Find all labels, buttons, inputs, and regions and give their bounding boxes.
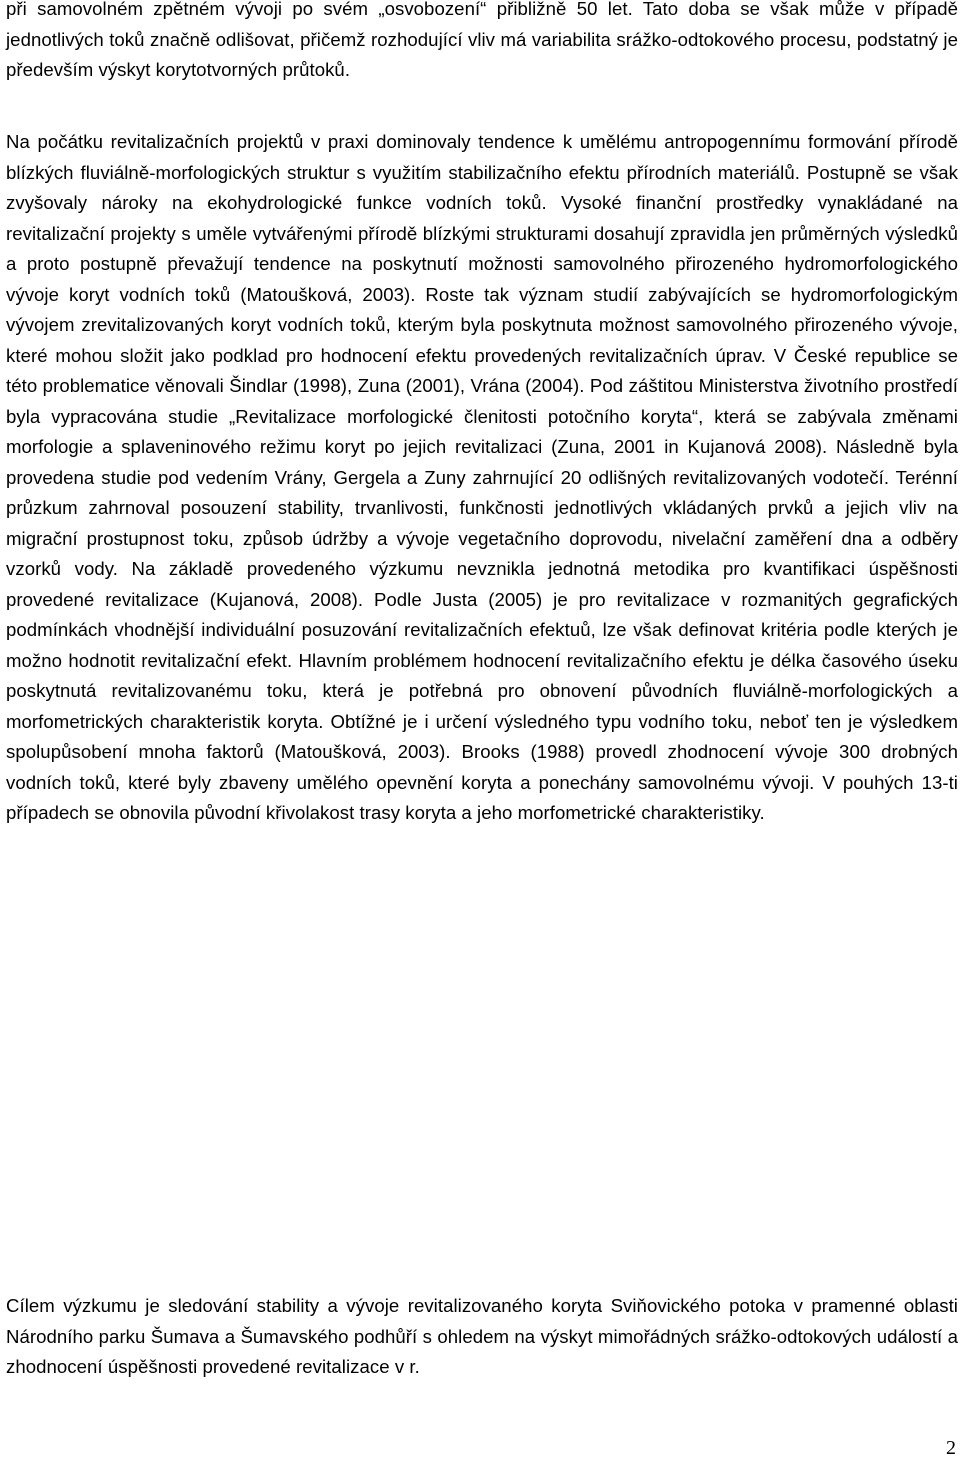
document-page <box>6 0 958 1466</box>
paragraph-revitalization-projects: Na počátku revitalizačních projektů v praxi dominovaly tendence k umělému antropogennímu formování přírodě blízkých fluviálně-morfologických struktur s využitím stabilizačního efektu přírodních materiálů. Postupně se však zvyšovaly nároky na ekohydrologické funkce vodních toků. Vysoké finanční prostředky vynakládané na revitalizační projekty s uměle vytvářenými přírodě blízkými strukturami dosahují zpravidla jen průměrných výsledků a proto postupně převažují tendence na poskytnutí možnosti samovolného přirozeného hydromorfologického vývoje koryt vodních toků (Matoušková, 2003). Roste tak význam studií zabývajících se hydromorfologickým vývojem zrevitalizovaných koryt vodních toků, kterým byla poskytnuta možnost samovolného přirozeného vývoje, které mohou složit jako podklad pro hodnocení efektu provedených revitalizačních úprav. V České republice se této problematice věnovali Šindlar (1998), Zuna (2001), Vrána (2004). Pod záštitou Ministerstva životního prostředí byla vypracována studie „Revitalizace morfologické členitosti potočního koryta“, která se zabývala změnami morfologie a splaveninového režimu koryt po jejich revitalizaci (Zuna, 2001 in Kujanová 2008). Následně byla provedena studie pod vedením Vrány, Gergela a Zuny zahrnující 20 odlišných revitalizovaných vodotečí. Terénní průzkum zahrnoval posouzení stability, trvanlivosti, funkčnosti jednotlivých vkládaných prvků a jejich vliv na migrační prostupnost toku, způsob údržby a vývoje vegetačního doprovodu, nivelační zaměření dna a odběry vzorků vody. Na základě provedeného výzkumu nevznikla jednotná metodika pro kvantifikaci úspěšnosti provedené revitalizace (Kujanová, 2008). Podle Justa (2005) je pro revitalizace v rozmanitých gegrafických podmínkách vhodnější individuální posuzování revitalizačních efektuů, lze však definovat kritéria podle kterých je možno hodnotit revitalizační efekt. Hlavním problémem hodnocení revitalizačního efektu je délka časového úseku poskytnutá revitalizovanému toku, která je potřebná pro obnovení původních fluviálně-morfologických a morfometrických charakteristik koryta. Obtížné je i určení výsledného typu vodního toku, neboť ten je výsledkem spolupůsobení mnoha faktorů (Matoušková, 2003). Brooks (1988) provedl zhodnocení vývoje 300 drobných vodních toků, které byly zbaveny umělého opevnění koryta a ponechány samovolnému vývoji. V pouhých 13-ti případech se obnovila původní křivolakost trasy koryta a jeho morfometrické charakteristiky. <box>6 131 958 823</box>
paragraph-intro-continuation: při samovolném zpětném vývoji po svém „osvobození“ přibližně 50 let. Tato doba se však může v případě jednotlivých toků značně odlišovat, přičemž rozhodující vliv má variabilita srážko-odtokového procesu, podstatný je především výskyt korytotvorných průtoků. <box>6 0 958 80</box>
page-number: 2 <box>946 1437 956 1459</box>
paragraph-research-goal: Cílem výzkumu je sledování stability a vývoje revitalizovaného koryta Sviňovického potoka v pramenné oblasti Národního parku Šumava a Šumavského podhůří s ohledem na výskyt mimořádných srážko-odtokových událostí a zhodnocení úspěšnosti provedené revitalizace v r. <box>6 1295 958 1377</box>
